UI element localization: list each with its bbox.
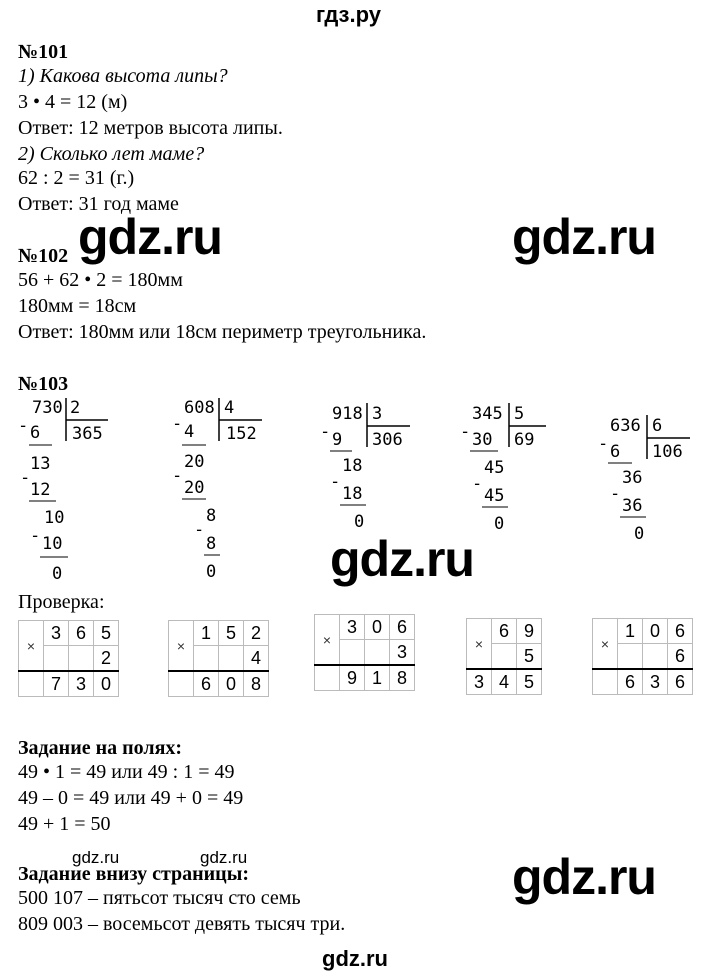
dividend: 730 xyxy=(32,398,63,418)
task-101-title: №101 xyxy=(18,41,69,63)
watermark-small: gdz.ru xyxy=(72,848,120,867)
step: 45 xyxy=(484,458,505,478)
divisor: 6 xyxy=(652,416,663,436)
multiply-sign: × xyxy=(315,615,340,666)
multiply-sign: × xyxy=(19,621,44,672)
check-table-2: × 1 5 2 4 6 0 8 xyxy=(168,620,269,697)
margin-task-title: Задание на полях: xyxy=(18,737,183,759)
svg-text:-: - xyxy=(30,526,41,546)
quotient: 306 xyxy=(372,430,403,450)
multiply-sign: × xyxy=(169,621,194,672)
bottom-task-line: 809 003 – восемьсот девять тысяч три. xyxy=(18,913,346,935)
task-102-answer: Ответ: 180мм или 18см периметр треугольника. xyxy=(18,321,427,343)
svg-text:-: - xyxy=(472,474,483,494)
step: 36 xyxy=(622,468,643,488)
long-division-4 xyxy=(460,403,546,534)
step: 9 xyxy=(332,430,343,450)
long-division-3 xyxy=(320,403,410,532)
multiply-sign: × xyxy=(467,619,492,670)
long-division-2 xyxy=(172,398,262,582)
divisor: 2 xyxy=(70,398,81,418)
step: 30 xyxy=(472,430,493,450)
svg-text:-: - xyxy=(172,466,183,486)
svg-text:-: - xyxy=(20,468,31,488)
long-division-1 xyxy=(18,398,108,584)
step: 0 xyxy=(494,514,505,534)
step: 45 xyxy=(484,486,505,506)
quotient: 152 xyxy=(226,424,257,444)
step: 36 xyxy=(622,496,643,516)
step: 20 xyxy=(184,452,205,472)
step: 18 xyxy=(342,456,363,476)
watermark-small: gdz.ru xyxy=(200,848,248,867)
margin-task-line: 49 + 1 = 50 xyxy=(18,813,111,835)
step: 18 xyxy=(342,484,363,504)
bottom-task-line: 500 107 – пятьсот тысяч сто семь xyxy=(18,887,301,909)
task-101-question-2: 2) Сколько лет маме? xyxy=(18,143,205,165)
margin-task-line: 49 • 1 = 49 или 49 : 1 = 49 xyxy=(18,761,235,783)
step: 8 xyxy=(206,506,217,526)
task-102-title: №102 xyxy=(18,245,69,267)
dividend: 918 xyxy=(332,404,363,424)
step: 0 xyxy=(52,564,63,584)
task-101-calc-2: 62 : 2 = 31 (г.) xyxy=(18,167,135,189)
check-label: Проверка: xyxy=(18,591,105,613)
task-102-calc-2: 180мм = 18см xyxy=(18,295,137,317)
svg-text:-: - xyxy=(18,416,29,436)
dividend: 636 xyxy=(610,416,641,436)
step: 13 xyxy=(30,454,51,474)
step: 10 xyxy=(42,534,63,554)
step: 20 xyxy=(184,478,205,498)
task-101-question-1: 1) Какова высота липы? xyxy=(18,65,228,87)
check-table-4: × 6 9 5 3 4 5 xyxy=(466,618,542,695)
step: 8 xyxy=(206,534,217,554)
svg-text:-: - xyxy=(194,520,205,540)
task-101-answer-1: Ответ: 12 метров высота липы. xyxy=(18,117,283,139)
svg-text:-: - xyxy=(610,484,621,504)
quotient: 106 xyxy=(652,442,683,462)
step: 12 xyxy=(30,480,51,500)
watermark-bottom: gdz.ru xyxy=(322,946,388,971)
task-101-calc-1: 3 • 4 = 12 (м) xyxy=(18,91,128,113)
watermark-logo: gdz.ru xyxy=(512,849,656,905)
dividend: 608 xyxy=(184,398,215,418)
watermark-top: гдз.ру xyxy=(316,2,381,27)
watermark-logo: gdz.ru xyxy=(512,209,656,265)
quotient: 69 xyxy=(514,430,535,450)
step: 0 xyxy=(354,512,365,532)
svg-text:-: - xyxy=(172,414,183,434)
quotient: 365 xyxy=(72,424,103,444)
dividend: 345 xyxy=(472,404,503,424)
step: 10 xyxy=(44,508,65,528)
divisor: 3 xyxy=(372,404,383,424)
long-division-5 xyxy=(598,415,690,544)
divisor: 5 xyxy=(514,404,525,424)
watermark-logo: gdz.ru xyxy=(330,531,474,587)
check-table-5: × 1 0 6 6 6 3 6 xyxy=(592,618,693,695)
task-103-title: №103 xyxy=(18,373,69,395)
step: 4 xyxy=(184,422,195,442)
bottom-task-title: Задание внизу страницы: xyxy=(18,863,249,885)
svg-text:-: - xyxy=(460,422,471,442)
step: 0 xyxy=(634,524,645,544)
svg-text:-: - xyxy=(320,422,331,442)
watermark-logo: gdz.ru xyxy=(78,209,222,265)
multiply-sign: × xyxy=(593,619,618,670)
check-table-3: × 3 0 6 3 9 1 8 xyxy=(314,614,415,691)
step: 0 xyxy=(206,562,217,582)
divisor: 4 xyxy=(224,398,235,418)
task-102-calc-1: 56 + 62 • 2 = 180мм xyxy=(18,269,183,291)
check-table-1: × 3 6 5 2 7 3 0 xyxy=(18,620,119,697)
margin-task-line: 49 – 0 = 49 или 49 + 0 = 49 xyxy=(18,787,244,809)
svg-text:-: - xyxy=(598,434,609,454)
step: 6 xyxy=(30,423,41,443)
task-101-answer-2: Ответ: 31 год маме xyxy=(18,193,179,215)
step: 6 xyxy=(610,442,621,462)
svg-text:-: - xyxy=(330,472,341,492)
